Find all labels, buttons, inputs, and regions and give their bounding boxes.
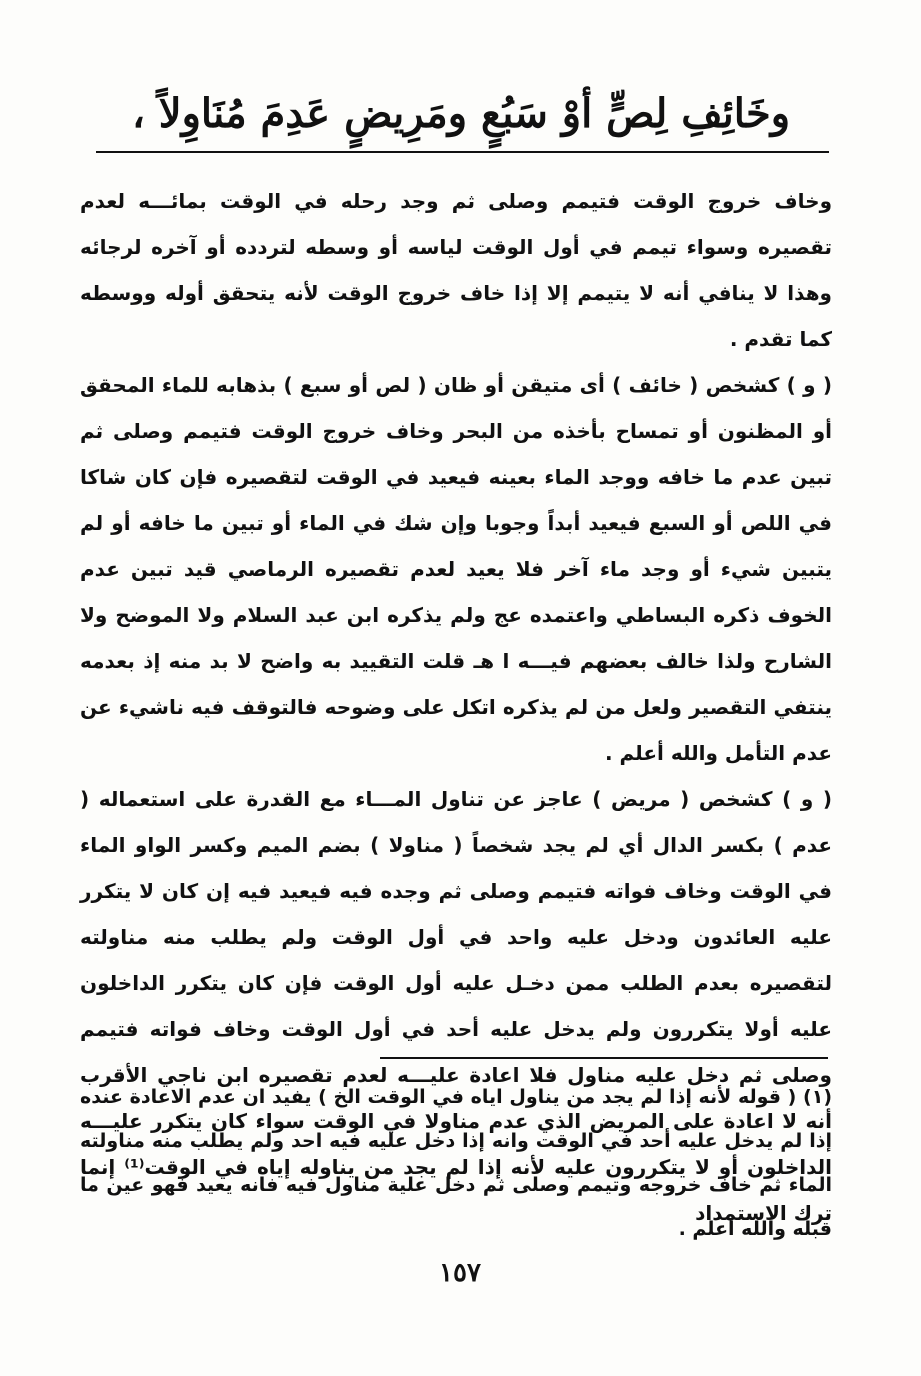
- paragraph: ( و ) كشخص ( مريض ) عاجز عن تناول المـــاء مع القدرة على استعماله ( عدم ) بكسر الدال أي لم يجد شخصاً ( مناولا ) بضم الميم وكسر الواو الماء في الوقت وخاف فواته فتيمم وصلى ثم وجده فيه فيعيد فيه إن كان لا يتكرر عليه العائدون ودخل عليه واحد في أول الوقت ولم يطلب منه مناولته لتقصيره بعدم الطلب ممن دخـل عليه أول الوقت فإن كان يتكرر الداخلون عليه أولا يتكررون ولم يدخل عليه أحد في أول الوقت وخاف فواته فتيمم وصلى ثم دخل عليه مناول فلا اعادة عليـــه لعدم تقصيره ابن ناجي الأقرب أنه لا اعادة على المريض الذي عدم مناولا في الوقت سواء كان يتكرر عليـــه الداخلون أو لا يتكررون عليه لأنه إذا لم يجد من يناوله إياه في الوقت⁽¹⁾ إنما ترك الاستمداد: [80, 787, 833, 1225]
- paragraph: ( و ) كشخص ( خائف ) أى متيقن أو ظان ( لص أو سبع ) بذهابه للماء المحقق أو المظنون أو تمساح بأخذه من البحر وخاف خروج الوقت فتيمم وصلى ثم تبين عدم ما خافه ووجد الماء بعينه فيعيد في الوقت لتقصيره فإن كان شاكا في اللص أو السبع فيعيد أبداً وجوبا وإن شك في الماء أو تبين ما خافه أو لم يتبين شيء أو وجد ماء آخر فلا يعيد لعدم تقصيره الرماصي قيد تبين عدم الخوف ذكره البساطي واعتمده عج ولم يذكره ابن عبد السلام ولا الموضح ولا الشارح ولذا خالف بعضهم فيـــه ا هـ قلت التقييد به واضح لا بد منه إذ بعدمه ينتفي التقصير ولعل من لم يذكره اتكل على وضوحه فالتوقف فيه ناشيء عن عدم التأمل والله أعلم .: [80, 373, 832, 765]
- page-number: ١٥٧: [439, 1258, 481, 1288]
- footnote: [80, 1075, 832, 1251]
- header-divider: [96, 151, 829, 153]
- footnote-divider: [380, 1057, 828, 1059]
- running-header: وخَائِفِ لِصٍّ أوْ سَبُعٍ ومَرِيضٍ عَدِمَ مُنَاوِلاً ،: [131, 90, 791, 137]
- footnote-text: (١) ( قوله لأنه إذا لم يجد من يناول اياه في الوقت الخ ) يفيد ان عدم الاعادة عنده إذا لم يدخل عليه أحد في الوقت وانه إذا دخل عليه فيه احد ولم يطلب منه مناولته الماء ثم خاف خروجه وتيمم وصلى ثم دخل علية مناول فيه فانه يعيد فهو عين ما قبله والله اعلم .: [80, 1086, 832, 1240]
- paragraph: وخاف خروج الوقت فتيمم وصلى ثم وجد رحله في الوقت بمائـــه لعدم تقصيره وسواء تيمم في أول الوقت لياسه أو وسطه لتردده أو آخره لرجائه وهذا لا ينافي أنه لا يتيمم إلا إذا خاف خروج الوقت لأنه يتحقق أوله ووسطه كما تقدم .: [80, 189, 832, 351]
